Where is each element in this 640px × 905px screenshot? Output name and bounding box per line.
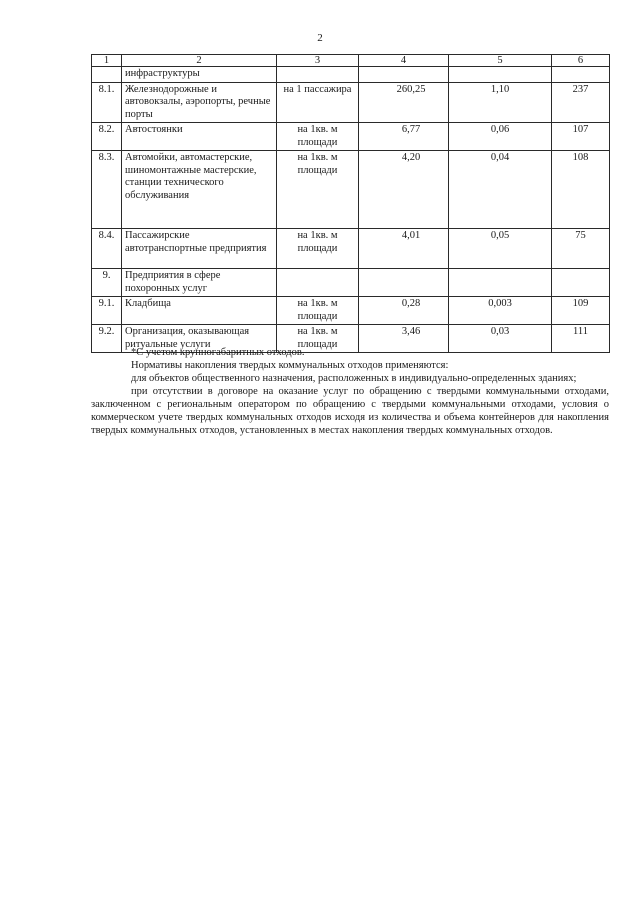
row-unit: на 1кв. м площади: [277, 297, 359, 325]
row-number: 8.2.: [92, 123, 122, 151]
table-header-row: [92, 55, 610, 67]
row-name: Железнодорожные и автовокзалы, аэропорты, речные порты: [122, 82, 277, 123]
row-unit: на 1кв. м площади: [277, 123, 359, 151]
row-value-6: 237: [552, 82, 610, 123]
norms-table: [91, 54, 610, 353]
row-value-6: 109: [552, 297, 610, 325]
row-value-6: 107: [552, 123, 610, 151]
row-value-4: 0,28: [359, 297, 449, 325]
row-unit: на 1кв. м площади: [277, 151, 359, 229]
table-row: [92, 229, 610, 269]
header-cell: 1: [92, 55, 122, 67]
row-value-5: 0,04: [449, 151, 552, 229]
row-value-5: 0,03: [449, 325, 552, 353]
header-cell: 5: [449, 55, 552, 67]
row-number: 8.4.: [92, 229, 122, 269]
row-unit: на 1кв. м площади: [277, 229, 359, 269]
page-number: 2: [317, 32, 323, 44]
row-value-6: [552, 269, 610, 297]
row-number: 9.: [92, 269, 122, 297]
note-paragraph: Нормативы накопления твердых коммунальных отходов применяются:: [131, 360, 449, 371]
header-cell: 4: [359, 55, 449, 67]
row-unit: на 1 пассажира: [277, 82, 359, 123]
row-number: 8.1.: [92, 82, 122, 123]
row-value-4: 4,01: [359, 229, 449, 269]
row-value-5: [449, 269, 552, 297]
row-unit: на 1кв. м площади: [277, 325, 359, 353]
header-cell: 3: [277, 55, 359, 67]
header-cell: 2: [122, 55, 277, 67]
row-value-4: [359, 269, 449, 297]
row-value-4: 3,46: [359, 325, 449, 353]
row-value-6: 108: [552, 151, 610, 229]
row-number: 8.3.: [92, 151, 122, 229]
table-row: [92, 297, 610, 325]
row-name: Предприятия в сфере похоронных услуг: [122, 269, 277, 297]
row-value-4: 260,25: [359, 82, 449, 123]
table-row: [92, 269, 610, 297]
header-cell: 6: [552, 55, 610, 67]
row-name: Организация, оказывающая ритуальные услуги: [122, 325, 277, 353]
row-value-5: 0,06: [449, 123, 552, 151]
row-number: 9.1.: [92, 297, 122, 325]
row-unit: [277, 269, 359, 297]
row-name: Автомойки, автомастерские, шиномонтажные мастерские, станции технического обслуживания: [122, 151, 277, 229]
row-value-4: 6,77: [359, 123, 449, 151]
continuation-text: инфраструктуры: [122, 67, 277, 83]
table-row: [92, 123, 610, 151]
row-value-6: 75: [552, 229, 610, 269]
row-name: Кладбища: [122, 297, 277, 325]
table-row: [92, 82, 610, 123]
notes-section: [91, 346, 609, 437]
note-paragraph: при отсутствии в договоре на оказание услуг по обращению с твердыми коммунальными отходами, заключенном с региональным оператором по обращению с твердыми коммунальными отходами, условия о коммерческом учете твердых коммунальных отходов исходя из количества и объема контейнеров для накопления твердых коммунальных отходов, установленных в местах накопления твердых коммунальных отходов.: [91, 386, 609, 436]
table-row: [92, 151, 610, 229]
row-name: Автостоянки: [122, 123, 277, 151]
row-value-5: 1,10: [449, 82, 552, 123]
note-paragraph: для объектов общественного назначения, расположенных в индивидуально-определенных зданиях;: [131, 373, 577, 384]
row-name: Пассажирские автотранспортные предприятия: [122, 229, 277, 269]
footnote: *С учетом крупногабаритных отходов.: [131, 347, 305, 358]
row-value-6: 111: [552, 325, 610, 353]
row-value-5: 0,003: [449, 297, 552, 325]
row-value-4: 4,20: [359, 151, 449, 229]
row-value-5: 0,05: [449, 229, 552, 269]
table-row-continuation: [92, 67, 610, 83]
row-number: 9.2.: [92, 325, 122, 353]
